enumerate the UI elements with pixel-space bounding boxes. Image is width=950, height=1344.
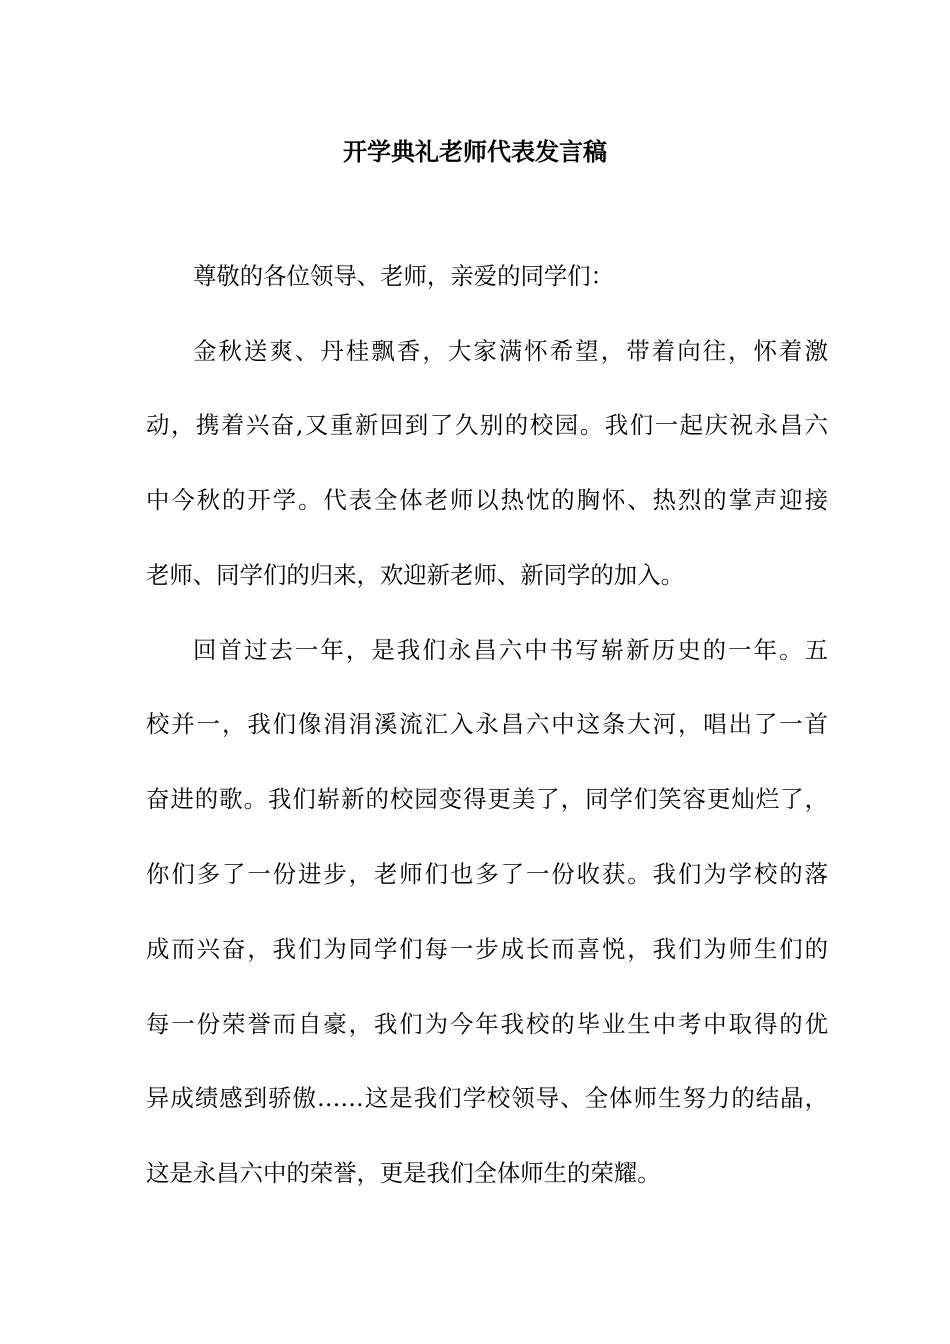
document-title: 开学典礼老师代表发言稿 bbox=[343, 137, 607, 166]
body-line: 回首过去一年，是我们永昌六中书写崭新历史的一年。五 bbox=[193, 636, 828, 664]
body-line: 每一份荣誉而自豪，我们为今年我校的毕业生中考中取得的优 bbox=[146, 1010, 828, 1038]
body-line: 奋进的歌。我们崭新的校园变得更美了，同学们笑容更灿烂了， bbox=[146, 785, 828, 813]
body-line: 动，携着兴奋,又重新回到了久别的校园。我们一起庆祝永昌六 bbox=[146, 411, 828, 439]
body-line: 这是永昌六中的荣誉，更是我们全体师生的荣耀。 bbox=[146, 1159, 661, 1187]
body-line: 老师、同学们的归来，欢迎新老师、新同学的加入。 bbox=[146, 561, 684, 589]
body-line: 校并一，我们像涓涓溪流汇入永昌六中这条大河，唱出了一首 bbox=[146, 710, 828, 738]
body-line: 你们多了一份进步，老师们也多了一份收获。我们为学校的落 bbox=[146, 860, 828, 888]
body-line: 异成绩感到骄傲……这是我们学校领导、全体师生努力的结晶， bbox=[146, 1084, 828, 1112]
salutation-line: 尊敬的各位领导、老师，亲爱的同学们： bbox=[193, 262, 615, 290]
body-line: 中今秋的开学。代表全体老师以热忱的胸怀、热烈的掌声迎接 bbox=[146, 486, 828, 514]
body-line: 金秋送爽、丹桂飘香，大家满怀希望，带着向往，怀着激 bbox=[193, 337, 828, 365]
body-line: 成而兴奋，我们为同学们每一步成长而喜悦，我们为师生们的 bbox=[146, 935, 828, 963]
